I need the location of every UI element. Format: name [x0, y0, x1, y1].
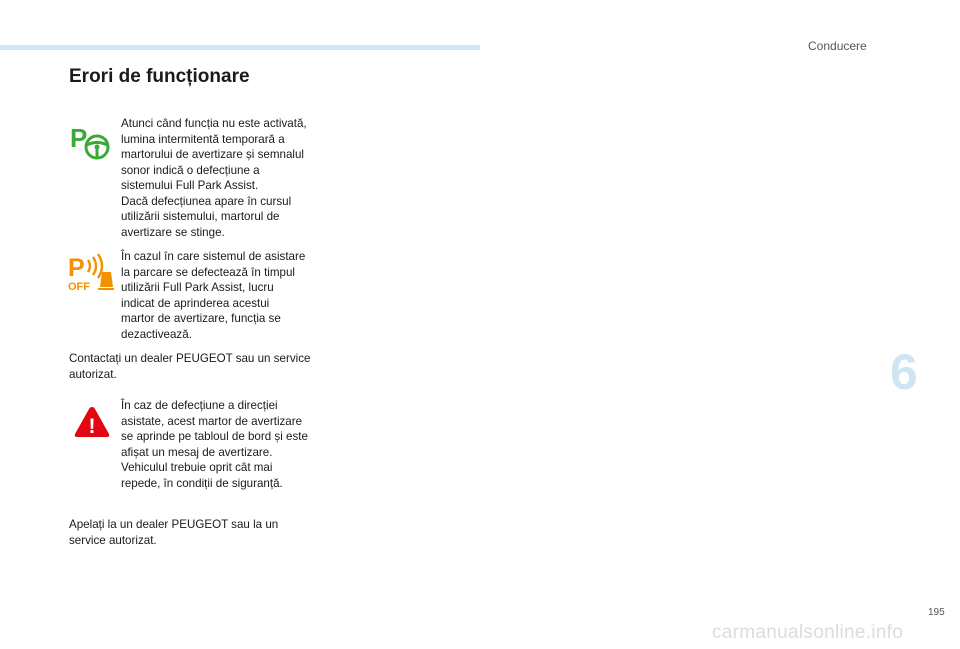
text-line: Vehiculul trebuie oprit cât mai — [121, 461, 273, 474]
warning-mark: ! — [88, 415, 96, 438]
text-line: Apelați la un dealer PEUGEOT sau la un — [69, 518, 279, 531]
text-line: sistemului Full Park Assist. — [121, 179, 259, 192]
text-line: indicat de aprinderea acestui — [121, 296, 270, 310]
call-dealer-text — [69, 517, 278, 548]
text-line: service autorizat. — [69, 533, 157, 547]
park-sensors-off-icon — [67, 253, 115, 293]
parking-sensors-fault-text — [121, 249, 305, 342]
off-label: OFF — [68, 281, 90, 293]
section-label: Conducere — [808, 39, 867, 53]
text-line: Contactați un dealer PEUGEOT sau un service — [69, 352, 311, 365]
chapter-number: 6 — [890, 344, 918, 400]
text-line: repede, în condiții de siguranță. — [121, 476, 283, 490]
text-line: autorizat. — [69, 367, 117, 381]
park-assist-fault-text — [121, 116, 307, 240]
text-line: dezactivează. — [121, 327, 192, 341]
text-line: afișat un mesaj de avertizare. — [121, 445, 273, 459]
warning-triangle-icon — [73, 405, 111, 439]
park-assist-steering-wheel-icon — [70, 122, 112, 162]
text-line: utilizării sistemului, martorul de — [121, 210, 280, 223]
watermark: carmanualsonline.info — [712, 622, 904, 643]
steering-fault-text — [121, 398, 308, 491]
text-line: se aprinde pe tabloul de bord și este — [121, 430, 308, 443]
text-line: În cazul în care sistemul de asistare — [121, 250, 306, 263]
page-title: Erori de funcționare — [69, 66, 250, 87]
text-line: utilizării Full Park Assist, lucru — [121, 281, 274, 294]
page-number: 195 — [928, 607, 945, 618]
text-line: Atunci când funcția nu este activată, — [121, 117, 307, 130]
park-assist-letter: P — [70, 123, 88, 153]
text-line: avertizare se stinge. — [121, 225, 225, 239]
text-line: martorului de avertizare și semnalul — [121, 148, 304, 161]
park-off-letter: P — [68, 254, 85, 282]
text-line: În caz de defecțiune a direcției — [121, 399, 278, 412]
text-line: la parcare se defectează în timpul — [121, 265, 296, 279]
contact-dealer-text — [69, 351, 310, 382]
text-line: asistate, acest martor de avertizare — [121, 414, 303, 428]
text-line: martor de avertizare, funcția se — [121, 312, 281, 325]
header-bar — [0, 45, 480, 50]
text-line: Dacă defecțiunea apare în cursul — [121, 194, 292, 208]
text-line: lumina intermitentă temporară a — [121, 132, 285, 146]
text-line: sonor indică o defecțiune a — [121, 163, 260, 177]
